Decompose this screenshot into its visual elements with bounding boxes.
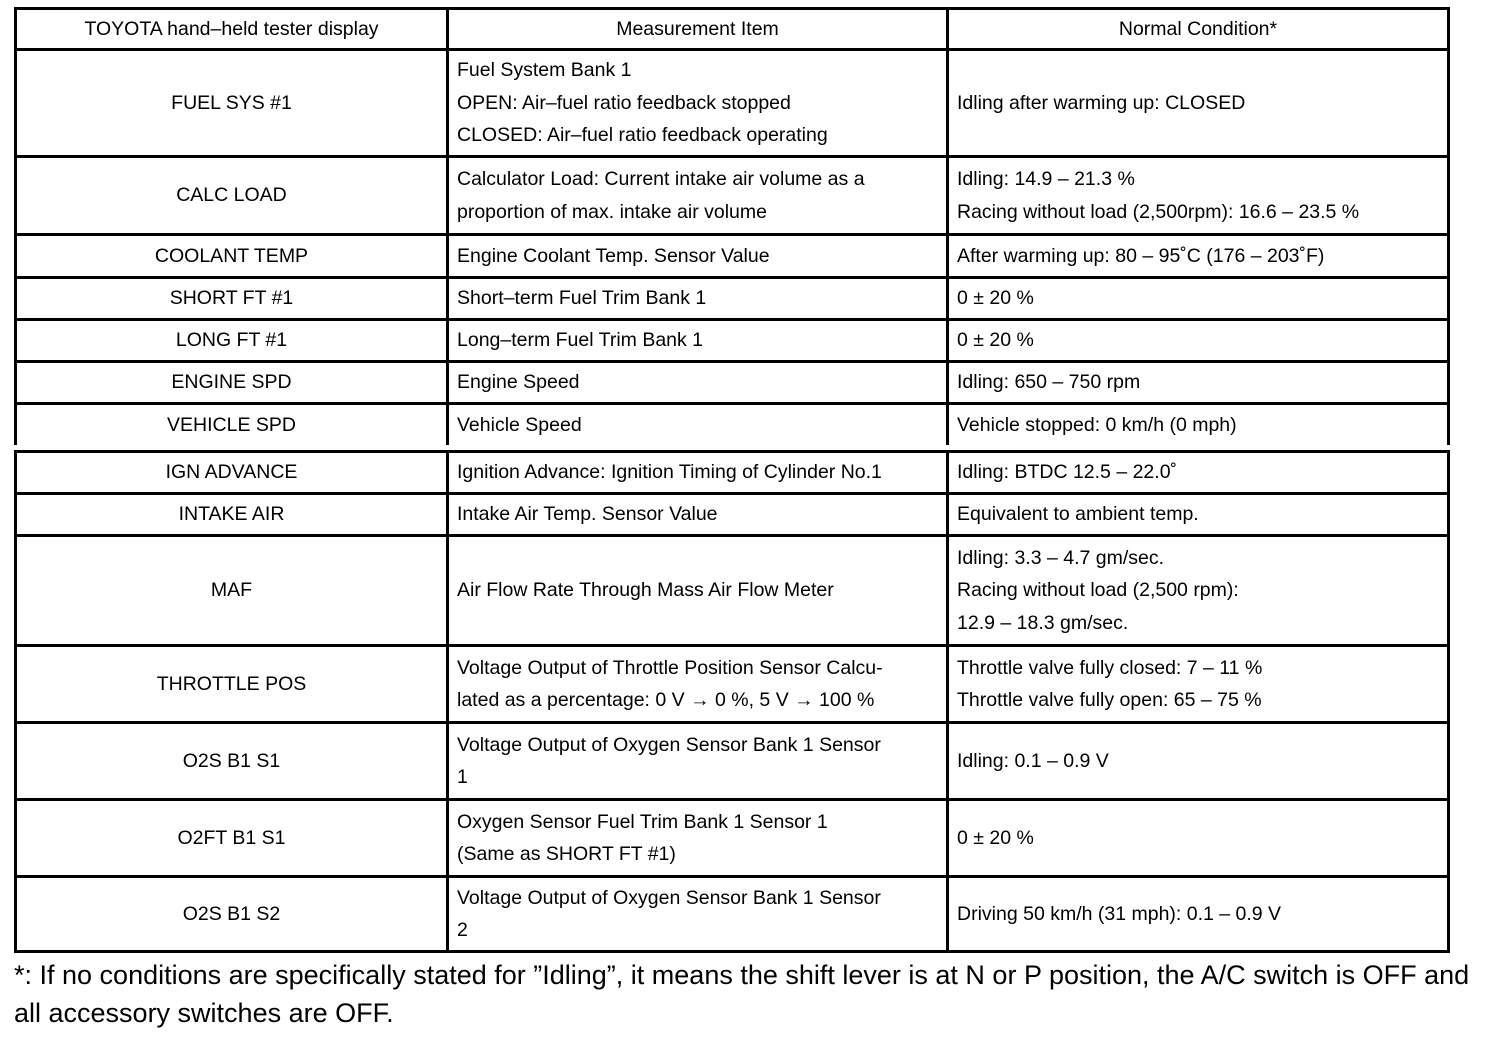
item-line: Calculator Load: Current intake air volume as a [457, 168, 865, 190]
display-cell: O2FT B1 S1 [16, 800, 448, 877]
display-cell: O2S B1 S1 [16, 723, 448, 800]
item-line: 2 [457, 919, 468, 941]
condition-line: Idling after warming up: CLOSED [957, 91, 1246, 114]
table-row [16, 452, 1449, 494]
item-line: Voltage Output of Throttle Position Sensor Calcu- [457, 656, 883, 679]
measurement-item-cell [448, 536, 948, 646]
condition-line: Idling: 650 – 750 rpm [957, 371, 1141, 394]
normal-condition-cell [948, 494, 1449, 536]
condition-line: 0 ± 20 % [957, 287, 1034, 310]
measurement-item-cell [448, 320, 948, 362]
table-header-row [16, 9, 1449, 50]
table-row [16, 50, 1449, 157]
table-row [16, 646, 1449, 723]
header-tester-display: TOYOTA hand–held tester display [16, 9, 448, 50]
display-cell: LONG FT #1 [16, 320, 448, 362]
normal-condition-cell [948, 800, 1449, 877]
table-row [16, 404, 1449, 445]
item-line: proportion of max. intake air volume [457, 200, 767, 223]
item-line: Long–term Fuel Trim Bank 1 [457, 329, 704, 352]
normal-condition-cell [948, 536, 1449, 646]
data-list-table-part-1 [14, 7, 1450, 445]
item-line: Fuel System Bank 1 [457, 59, 632, 82]
measurement-item-cell [448, 723, 948, 800]
item-line: OPEN: Air–fuel ratio feedback stopped [457, 91, 791, 114]
condition-line: Idling: 3.3 – 4.7 gm/sec. [957, 546, 1165, 569]
condition-line: Racing without load (2,500 rpm): [957, 579, 1239, 602]
item-line: Voltage Output of Oxygen Sensor Bank 1 Sensor [457, 733, 881, 756]
item-line: Voltage Output of Oxygen Sensor Bank 1 Sensor [457, 886, 881, 909]
item-line: Engine Coolant Temp. Sensor Value [457, 244, 770, 267]
normal-condition-cell [948, 646, 1449, 723]
condition-line: Throttle valve fully open: 65 – 75 % [957, 689, 1262, 711]
normal-condition-cell [948, 278, 1449, 320]
table-row [16, 157, 1449, 235]
condition-line: Throttle valve fully closed: 7 – 11 % [957, 656, 1263, 679]
condition-line: Idling: 0.1 – 0.9 V [957, 749, 1109, 772]
condition-line: Equivalent to ambient temp. [957, 503, 1199, 526]
normal-condition-cell [948, 404, 1449, 445]
normal-condition-cell [948, 723, 1449, 800]
footnote: *: If no conditions are specifically stated for ”Idling”, it means the shift lever is at N or P position, the A/C switch is OFF and all accessory switches are OFF. [14, 960, 1470, 1028]
measurement-item-cell [448, 800, 948, 877]
display-cell: MAF [16, 536, 448, 646]
measurement-item-cell [448, 452, 948, 494]
normal-condition-cell [948, 877, 1449, 952]
display-cell: ENGINE SPD [16, 362, 448, 404]
item-line: Short–term Fuel Trim Bank 1 [457, 287, 707, 310]
measurement-item-cell [448, 157, 948, 235]
item-line: Air Flow Rate Through Mass Air Flow Meter [457, 579, 834, 602]
condition-line: Idling: BTDC 12.5 – 22.0˚ [957, 461, 1178, 484]
normal-condition-cell [948, 50, 1449, 157]
item-line: CLOSED: Air–fuel ratio feedback operating [457, 124, 828, 147]
display-cell: CALC LOAD [16, 157, 448, 235]
header-measurement-item: Measurement Item [448, 9, 948, 50]
normal-condition-cell [948, 235, 1449, 278]
normal-condition-cell [948, 452, 1449, 494]
table-row [16, 235, 1449, 278]
table-row [16, 536, 1449, 646]
measurement-item-cell [448, 877, 948, 952]
table-row [16, 723, 1449, 800]
header-normal-condition: Normal Condition* [948, 9, 1449, 50]
normal-condition-cell [948, 157, 1449, 235]
display-cell: O2S B1 S2 [16, 877, 448, 952]
measurement-item-cell [448, 50, 948, 157]
table-row [16, 800, 1449, 877]
condition-line: Driving 50 km/h (31 mph): 0.1 – 0.9 V [957, 902, 1282, 925]
condition-line: 0 ± 20 % [957, 329, 1034, 352]
display-cell: INTAKE AIR [16, 494, 448, 536]
item-line: Oxygen Sensor Fuel Trim Bank 1 Sensor 1 [457, 810, 828, 833]
display-cell: THROTTLE POS [16, 646, 448, 723]
measurement-item-cell [448, 646, 948, 723]
measurement-item-cell [448, 404, 948, 445]
table-row [16, 877, 1449, 952]
condition-line: After warming up: 80 – 95˚C (176 – 203˚F) [957, 244, 1325, 267]
display-cell: VEHICLE SPD [16, 404, 448, 445]
measurement-item-cell [448, 362, 948, 404]
normal-condition-cell [948, 362, 1449, 404]
measurement-item-cell [448, 278, 948, 320]
data-list-table-part-2 [14, 450, 1450, 953]
table-row [16, 362, 1449, 404]
display-cell: SHORT FT #1 [16, 278, 448, 320]
item-line: 1 [457, 766, 468, 788]
table-row [16, 278, 1449, 320]
condition-line: Vehicle stopped: 0 km/h (0 mph) [957, 413, 1237, 436]
item-line: Engine Speed [457, 371, 580, 394]
table-row [16, 320, 1449, 362]
display-cell: COOLANT TEMP [16, 235, 448, 278]
condition-line: Idling: 14.9 – 21.3 % [957, 168, 1135, 190]
display-cell: IGN ADVANCE [16, 452, 448, 494]
display-cell: FUEL SYS #1 [16, 50, 448, 157]
item-line: lated as a percentage: 0 V → 0 %, 5 V → 100 % [457, 689, 875, 711]
table-row [16, 494, 1449, 536]
normal-condition-cell [948, 320, 1449, 362]
condition-line: Racing without load (2,500rpm): 16.6 – 23.5 % [957, 200, 1360, 223]
condition-line: 12.9 – 18.3 gm/sec. [957, 611, 1129, 634]
condition-line: 0 ± 20 % [957, 826, 1034, 849]
measurement-item-cell [448, 494, 948, 536]
item-line: (Same as SHORT FT #1) [457, 843, 676, 865]
item-line: Intake Air Temp. Sensor Value [457, 503, 718, 526]
item-line: Vehicle Speed [457, 413, 582, 436]
item-line: Ignition Advance: Ignition Timing of Cylinder No.1 [457, 461, 882, 484]
measurement-item-cell [448, 235, 948, 278]
